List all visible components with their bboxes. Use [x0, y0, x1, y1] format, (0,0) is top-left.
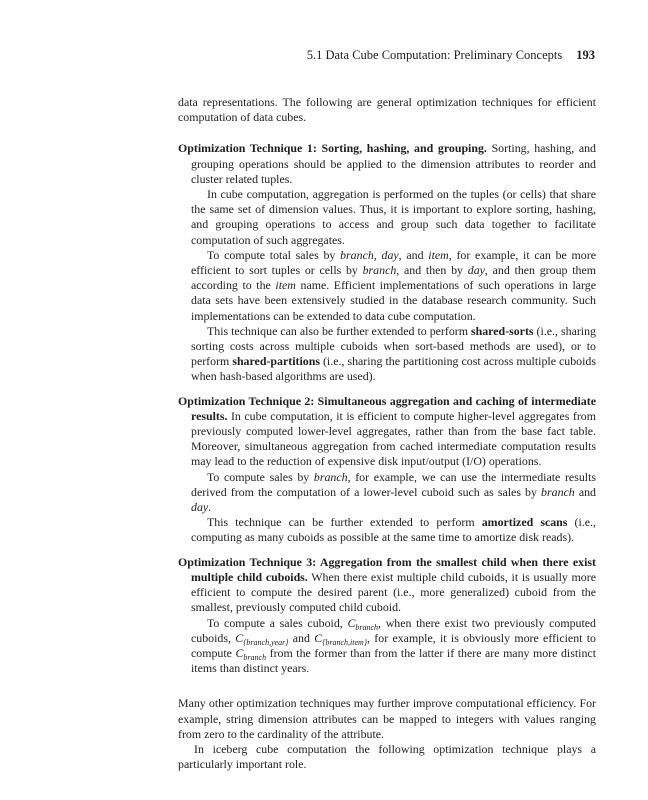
intro-paragraph: data representations. The following are general optimization techniques for efficient computation of data cubes.: [178, 95, 596, 125]
term-shared-partitions: shared-partitions: [232, 354, 320, 369]
technique-3-label: Optimization Technique 3: Aggregation from the smallest child when there exist multiple child cuboids.: [178, 554, 596, 584]
optimization-technique-3: [178, 555, 596, 677]
technique-2-paragraph-1: Optimization Technique 2: Simultaneous aggregation and caching of intermediate results. In cube computation, it is efficient to compute higher-level aggregates from previously computed lower-level aggregates, rather than from the base fact table. Moreover, simultaneous aggregation from cached intermediate computation results may lead to the reduction of expensive disk input/output (I/O) operations.: [178, 393, 596, 469]
technique-2-paragraph-2: To compute sales by branch, for example, we can use the intermediate results derived from the computation of a lower-level cuboid such as sales by branch and day.: [191, 469, 596, 515]
optimization-technique-2: [178, 394, 596, 546]
closing-text: [178, 696, 596, 772]
page-number: 193: [576, 48, 595, 62]
technique-3-paragraph-2: To compute a sales cuboid, $C_{branch}$, when there exist two previously computed cuboids, $C_{\{branch,year\}}$ and $C_{\{branch,item\}}$, for example, it is obviously more efficient to compute $C_{branch}$ from the former than from the latter if there are many more distinct items than distinct years.: [191, 615, 596, 676]
technique-2-paragraph-3: This technique can be further extended to perform amortized scans (i.e., computing as many cuboids as possible at the same time to amortize disk reads).: [191, 515, 596, 545]
technique-3-paragraph-1: Optimization Technique 3: Aggregation from the smallest child when there exist multiple child cuboids. When there exist multiple child cuboids, it is usually more efficient to compute the desired parent (i.e., more generalized) cuboid from the smallest, previously computed child cuboid.: [178, 554, 596, 615]
running-header: [307, 48, 595, 63]
technique-1-paragraph-4: This technique can also be further extended to perform shared-sorts (i.e., sharing sorting costs across multiple cuboids when sort-based methods are used), or to perform shared-partitions (i.e., sharing the partitioning cost across multiple cuboids when hash-based algorithms are used).: [191, 323, 596, 384]
closing-paragraph-2: In iceberg cube computation the following optimization technique plays a particularly important role.: [178, 741, 596, 772]
running-title: 5.1 Data Cube Computation: Preliminary Concepts: [306, 48, 563, 62]
closing-paragraph-1: Many other optimization techniques may further improve computational efficiency. For example, string dimension attributes can be mapped to integers with values ranging from zero to the cardinality of the attribute.: [178, 696, 596, 741]
technique-1-paragraph-2: In cube computation, aggregation is performed on the tuples (or cells) that share the same set of dimension values. Thus, it is important to explore sorting, hashing, and grouping operations to access and group such data together to facilitate computation of such aggregates.: [191, 187, 596, 247]
technique-1-label: Optimization Technique 1: Sorting, hashing, and grouping.: [178, 141, 487, 156]
technique-1-paragraph-1: Optimization Technique 1: Sorting, hashing, and grouping. Sorting, hashing, and grouping operations should be applied to the dimension attributes to reorder and cluster related tuples.: [178, 141, 597, 186]
term-shared-sorts: shared-sorts: [471, 323, 534, 338]
technique-2-label: Optimization Technique 2: Simultaneous aggregation and caching of intermediate results.: [178, 393, 596, 423]
term-amortized-scans: amortized scans: [481, 515, 568, 530]
optimization-technique-1: [178, 141, 596, 384]
technique-1-paragraph-3: To compute total sales by branch, day, and item, for example, it can be more efficient to sort tuples or cells by branch, and then by day, and then group them according to the item name. Efficient implementations of such operations in large data sets have been extensively studied in the database research community. Such implementations can be extended to data cube computation.: [191, 247, 596, 323]
body-text: [178, 95, 596, 772]
